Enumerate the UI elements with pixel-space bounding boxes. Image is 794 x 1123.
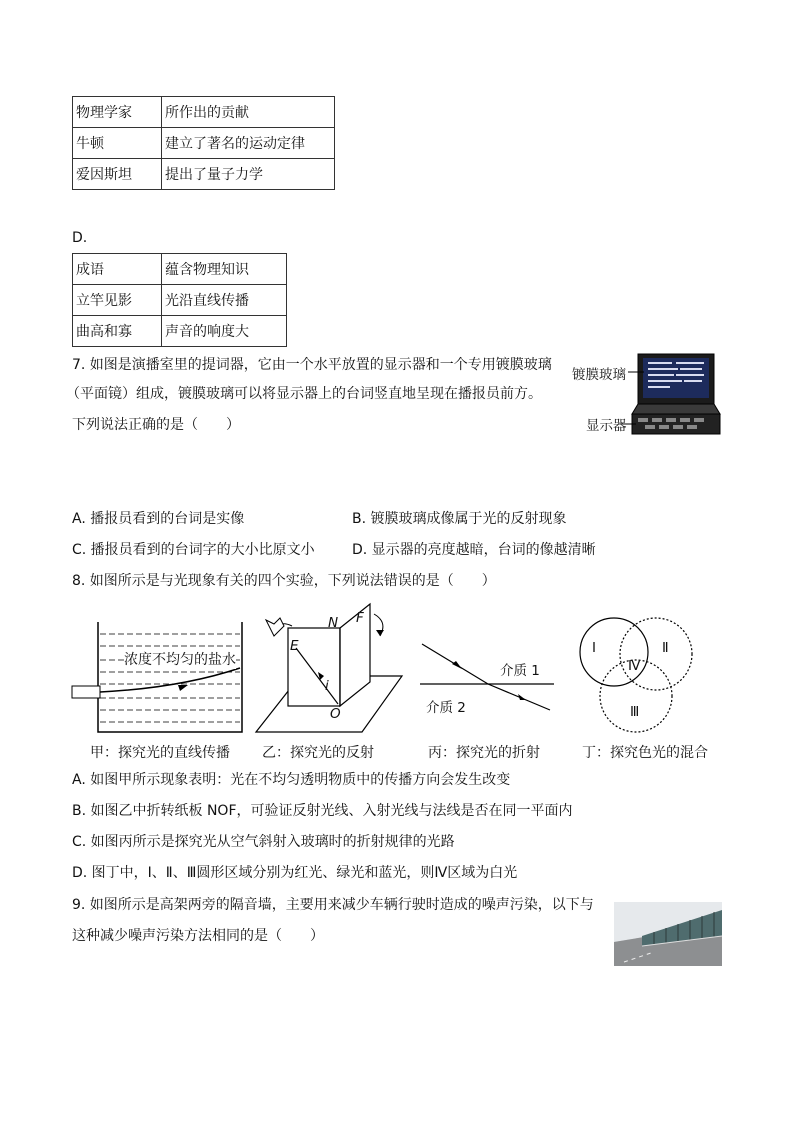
table-cell: 立竿见影 <box>73 285 162 316</box>
q9-line1: 9. 如图所示是高架两旁的隔音墙，主要用来减少车辆行驶时造成的噪声污染，以下与 <box>72 897 594 913</box>
label-N: N <box>328 615 339 631</box>
q8-option-c: C. 如图丙所示是探究光从空气斜射入玻璃时的折射规律的光路 <box>72 834 455 850</box>
option-d-label: D. <box>72 230 88 246</box>
table-row <box>73 285 287 316</box>
table-row <box>73 159 335 190</box>
table-row <box>73 316 287 347</box>
table-cell: 成语 <box>73 254 162 285</box>
figure-ding-color-mixing <box>574 612 704 736</box>
table-cell: 光沿直线传播 <box>162 285 287 316</box>
label-region-IV: Ⅳ <box>628 658 641 674</box>
label-i: i <box>325 678 329 694</box>
table-row <box>73 97 335 128</box>
label-region-I: Ⅰ <box>592 640 596 656</box>
label-region-II: Ⅱ <box>662 640 669 656</box>
label-F: F <box>356 610 364 626</box>
label-monitor: 显示器 <box>586 418 627 434</box>
q7-option-a: A. 播报员看到的台词是实像 <box>72 511 245 527</box>
q7-option-b: B. 镀膜玻璃成像属于光的反射现象 <box>352 511 567 527</box>
q8-option-b: B. 如图乙中折转纸板 NOF，可验证反射光线、入射光线与法线是否在同一平面内 <box>72 803 573 819</box>
label-E: E <box>290 638 299 654</box>
label-O: O <box>330 706 341 722</box>
salt-water-label: 浓度不均匀的盐水 <box>124 649 236 669</box>
figure-bing-refraction <box>418 628 558 718</box>
label-medium-1: 介质 1 <box>500 663 540 679</box>
caption-yi: 乙：探究光的反射 <box>262 745 374 761</box>
figure-yi-reflection <box>252 598 408 738</box>
caption-jia: 甲：探究光的直线传播 <box>90 745 230 761</box>
table-cell: 爱因斯坦 <box>73 159 162 190</box>
q7-option-c: C. 播报员看到的台词字的大小比原文小 <box>72 542 315 558</box>
table-row <box>73 128 335 159</box>
q7-line2: （平面镜）组成，镀膜玻璃可以将显示器上的台词竖直地呈现在播报员前方。 <box>66 386 542 402</box>
q9-line2: 这种减少噪声污染方法相同的是（ ） <box>72 928 324 944</box>
table-cell: 所作出的贡献 <box>162 97 335 128</box>
caption-ding: 丁：探究色光的混合 <box>582 745 708 761</box>
label-coated-glass: 镀膜玻璃 <box>572 367 626 383</box>
table-cell: 曲高和寡 <box>73 316 162 347</box>
table-cell: 建立了著名的运动定律 <box>162 128 335 159</box>
table-cell: 牛顿 <box>73 128 162 159</box>
physicist-table <box>72 96 335 190</box>
q8-stem: 8. 如图所示是与光现象有关的四个实验，下列说法错误的是（ ） <box>72 573 496 589</box>
teleprompter-figure <box>570 352 730 442</box>
table-cell: 声音的响度大 <box>162 316 287 347</box>
q7-line3: 下列说法正确的是（ ） <box>72 417 240 433</box>
q8-option-a: A. 如图甲所示现象表明：光在不均匀透明物质中的传播方向会发生改变 <box>72 772 511 788</box>
figure-jia-tank <box>70 608 250 738</box>
q7-line1: 7. 如图是演播室里的提词器，它由一个水平放置的显示器和一个专用镀膜玻璃 <box>72 357 552 373</box>
table-cell: 提出了量子力学 <box>162 159 335 190</box>
q7-option-d: D. 显示器的亮度越暗，台词的像越清晰 <box>352 542 596 558</box>
table-row <box>73 254 287 285</box>
q8-option-d: D. 图丁中，Ⅰ、Ⅱ、Ⅲ圆形区域分别为红光、绿光和蓝光，则Ⅳ区域为白光 <box>72 865 518 881</box>
idiom-table <box>72 253 287 347</box>
sound-barrier-photo <box>614 902 722 966</box>
label-region-III: Ⅲ <box>630 704 640 720</box>
table-cell: 蕴含物理知识 <box>162 254 287 285</box>
label-medium-2: 介质 2 <box>426 700 466 716</box>
caption-bing: 丙：探究光的折射 <box>428 745 540 761</box>
table-cell: 物理学家 <box>73 97 162 128</box>
